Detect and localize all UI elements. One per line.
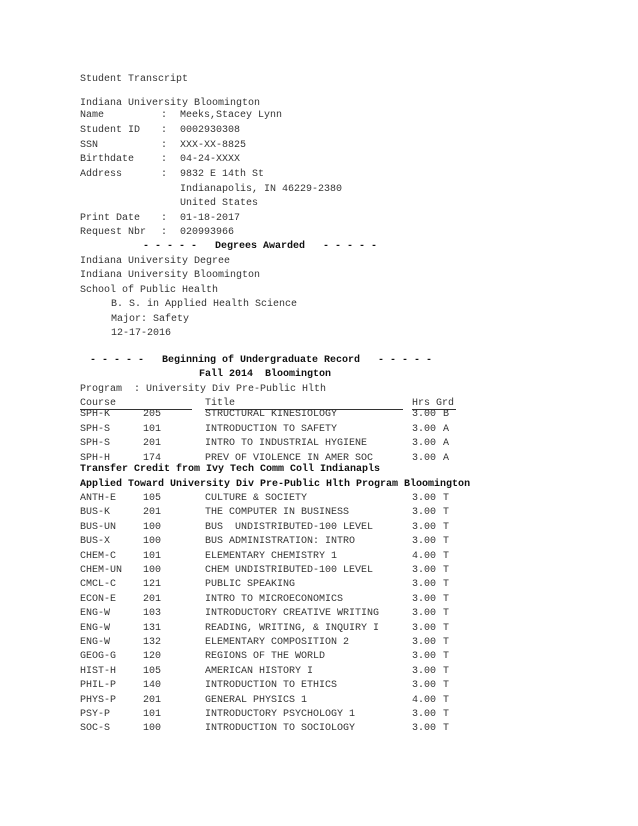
- field-sep: :: [161, 227, 168, 238]
- course-hours: 3.00: [412, 608, 437, 619]
- course-code: ANTH-E: [80, 493, 117, 504]
- course-hours: 3.00: [412, 666, 437, 677]
- degrees-banner: - - - - - Degrees Awarded - - - - -: [143, 241, 378, 252]
- course-hours: 3.00: [412, 723, 437, 734]
- field-label: Student ID: [80, 125, 141, 136]
- course-number: 201: [143, 507, 162, 518]
- course-hours: 3.00: [412, 565, 437, 576]
- course-title: BUS ADMINISTRATION: INTRO: [205, 536, 356, 547]
- field-sep: :: [161, 169, 168, 180]
- course-title: INTRODUCTION TO ETHICS: [205, 680, 338, 691]
- degree-major: Major: Safety: [111, 314, 190, 325]
- degree-line: School of Public Health: [80, 285, 219, 296]
- program-line: Program : University Div Pre-Public Hlth: [80, 384, 327, 395]
- course-number: 131: [143, 623, 162, 634]
- course-grade: T: [443, 551, 450, 562]
- course-grade: T: [443, 695, 450, 706]
- applied-heading: Applied Toward University Div Pre-Public Hlth Program Bloomington: [80, 479, 471, 490]
- course-title: ELEMENTARY COMPOSITION 2: [205, 637, 350, 648]
- course-grade: T: [443, 594, 450, 605]
- course-code: PHYS-P: [80, 695, 117, 706]
- course-hours: 3.00: [412, 594, 437, 605]
- course-title: BUS UNDISTRIBUTED-100 LEVEL: [205, 522, 374, 533]
- col-header-hrs-grd: Hrs Grd: [412, 398, 455, 409]
- course-grade: T: [443, 507, 450, 518]
- col-header-title: Title: [205, 398, 236, 409]
- course-number: 132: [143, 637, 162, 648]
- field-label: Birthdate: [80, 154, 135, 165]
- course-hours: 3.00: [412, 579, 437, 590]
- course-grade: T: [443, 623, 450, 634]
- course-number: 205: [143, 409, 162, 420]
- institution-name: Indiana University Bloomington: [80, 98, 261, 109]
- course-hours: 3.00: [412, 507, 437, 518]
- course-hours: 3.00: [412, 438, 437, 449]
- course-title: CHEM UNDISTRIBUTED-100 LEVEL: [205, 565, 374, 576]
- course-grade: T: [443, 608, 450, 619]
- course-hours: 3.00: [412, 424, 437, 435]
- course-number: 174: [143, 453, 162, 464]
- course-number: 101: [143, 551, 162, 562]
- course-grade: T: [443, 651, 450, 662]
- course-hours: 3.00: [412, 453, 437, 464]
- course-title: INTRODUCTION TO SOCIOLOGY: [205, 723, 356, 734]
- course-title: INTRODUCTORY CREATIVE WRITING: [205, 608, 380, 619]
- course-grade: T: [443, 493, 450, 504]
- course-hours: 4.00: [412, 551, 437, 562]
- course-number: 105: [143, 493, 162, 504]
- field-label: Address: [80, 169, 123, 180]
- course-title: INTRO TO MICROECONOMICS: [205, 594, 344, 605]
- field-label: SSN: [80, 140, 99, 151]
- course-title: INTRODUCTORY PSYCHOLOGY 1: [205, 709, 356, 720]
- record-banner: - - - - - Beginning of Undergraduate Record - - - - -: [90, 355, 433, 366]
- course-number: 101: [143, 709, 162, 720]
- course-code: PSY-P: [80, 709, 111, 720]
- course-number: 100: [143, 723, 162, 734]
- course-code: GEOG-G: [80, 651, 117, 662]
- course-grade: A: [443, 453, 450, 464]
- course-grade: T: [443, 680, 450, 691]
- course-title: INTRODUCTION TO SAFETY: [205, 424, 338, 435]
- course-grade: T: [443, 709, 450, 720]
- course-number: 101: [143, 424, 162, 435]
- course-code: CMCL-C: [80, 579, 117, 590]
- course-grade: A: [443, 424, 450, 435]
- course-grade: T: [443, 637, 450, 648]
- course-number: 140: [143, 680, 162, 691]
- course-grade: T: [443, 579, 450, 590]
- course-code: BUS-X: [80, 536, 111, 547]
- term-heading: Fall 2014 Bloomington: [199, 369, 332, 380]
- course-grade: B: [443, 409, 450, 420]
- field-sep: :: [161, 154, 168, 165]
- course-grade: T: [443, 666, 450, 677]
- student-name: Meeks,Stacey Lynn: [180, 110, 283, 121]
- course-grade: T: [443, 565, 450, 576]
- course-code: SPH-S: [80, 424, 111, 435]
- course-number: 100: [143, 565, 162, 576]
- col-header-course: Course: [80, 398, 117, 409]
- transfer-heading: Transfer Credit from Ivy Tech Comm Coll Indianapls: [80, 464, 381, 475]
- course-code: ENG-W: [80, 608, 111, 619]
- course-number: 201: [143, 438, 162, 449]
- course-code: PHIL-P: [80, 680, 117, 691]
- course-grade: T: [443, 536, 450, 547]
- student-birthdate: 04-24-XXXX: [180, 154, 241, 165]
- course-number: 121: [143, 579, 162, 590]
- course-code: SPH-S: [80, 438, 111, 449]
- course-grade: T: [443, 723, 450, 734]
- course-number: 201: [143, 594, 162, 605]
- address-street: 9832 E 14th St: [180, 169, 265, 180]
- course-number: 100: [143, 522, 162, 533]
- course-title: ELEMENTARY CHEMISTRY 1: [205, 551, 338, 562]
- course-title: CULTURE & SOCIETY: [205, 493, 308, 504]
- print-date: 01-18-2017: [180, 213, 241, 224]
- course-code: ENG-W: [80, 623, 111, 634]
- course-title: THE COMPUTER IN BUSINESS: [205, 507, 350, 518]
- degree-line: Indiana University Bloomington: [80, 270, 261, 281]
- course-code: ECON-E: [80, 594, 117, 605]
- course-hours: 3.00: [412, 536, 437, 547]
- course-title: REGIONS OF THE WORLD: [205, 651, 326, 662]
- student-ssn: XXX-XX-8825: [180, 140, 247, 151]
- course-code: BUS-K: [80, 507, 111, 518]
- course-number: 103: [143, 608, 162, 619]
- course-code: BUS-UN: [80, 522, 117, 533]
- course-code: CHEM-C: [80, 551, 117, 562]
- course-title: PREV OF VIOLENCE IN AMER SOC: [205, 453, 374, 464]
- course-number: 105: [143, 666, 162, 677]
- degree-detail: B. S. in Applied Health Science: [111, 299, 298, 310]
- doc-title: Student Transcript: [80, 74, 189, 85]
- address-city: Indianapolis, IN 46229-2380: [180, 184, 343, 195]
- field-sep: :: [161, 125, 168, 136]
- course-code: SPH-K: [80, 409, 111, 420]
- address-country: United States: [180, 198, 259, 209]
- course-code: HIST-H: [80, 666, 117, 677]
- course-hours: 3.00: [412, 680, 437, 691]
- course-hours: 3.00: [412, 637, 437, 648]
- course-title: GENERAL PHYSICS 1: [205, 695, 308, 706]
- student-id: 0002930308: [180, 125, 241, 136]
- course-title: PUBLIC SPEAKING: [205, 579, 296, 590]
- degree-date: 12-17-2016: [111, 328, 172, 339]
- course-title: STRUCTURAL KINESIOLOGY: [205, 409, 338, 420]
- field-label: Request Nbr: [80, 227, 147, 238]
- course-number: 120: [143, 651, 162, 662]
- field-sep: :: [161, 110, 168, 121]
- course-title: READING, WRITING, & INQUIRY I: [205, 623, 380, 634]
- course-title: AMERICAN HISTORY I: [205, 666, 314, 677]
- field-label: Name: [80, 110, 105, 121]
- field-sep: :: [161, 213, 168, 224]
- course-hours: 3.00: [412, 409, 437, 420]
- course-hours: 4.00: [412, 695, 437, 706]
- course-code: CHEM-UN: [80, 565, 123, 576]
- degree-line: Indiana University Degree: [80, 256, 231, 267]
- course-hours: 3.00: [412, 651, 437, 662]
- course-hours: 3.00: [412, 623, 437, 634]
- course-hours: 3.00: [412, 493, 437, 504]
- course-hours: 3.00: [412, 522, 437, 533]
- course-number: 201: [143, 695, 162, 706]
- course-number: 100: [143, 536, 162, 547]
- course-hours: 3.00: [412, 709, 437, 720]
- field-label: Print Date: [80, 213, 141, 224]
- course-title: INTRO TO INDUSTRIAL HYGIENE: [205, 438, 368, 449]
- field-sep: :: [161, 140, 168, 151]
- course-grade: A: [443, 438, 450, 449]
- course-grade: T: [443, 522, 450, 533]
- course-code: ENG-W: [80, 637, 111, 648]
- course-code: SOC-S: [80, 723, 111, 734]
- request-number: 020993966: [180, 227, 235, 238]
- course-code: SPH-H: [80, 453, 111, 464]
